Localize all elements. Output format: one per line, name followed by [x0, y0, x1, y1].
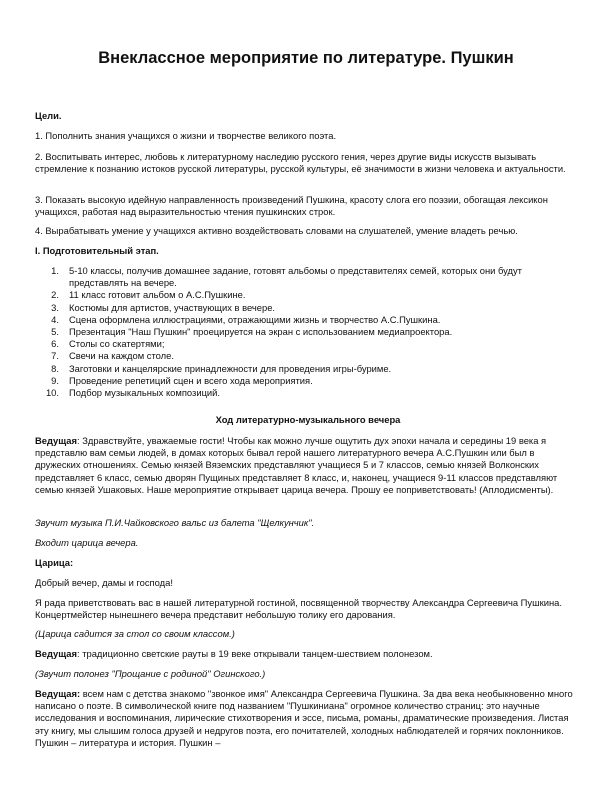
queen-speech: Я рада приветствовать вас в нашей литературной гостиной, посвященной творчеству Александра Сергеевича Пушкина. Концертмейстер нынешнего вечера представит небольшую толику его дарования. [35, 597, 562, 621]
list-item [35, 265, 581, 289]
goal-3: 3. Показать высокую идейную направленность произведений Пушкина, красоту слога его поэзии, обогащая лексикон учащихся, работая над выразительностью чтения пушкинских строк. [35, 194, 548, 218]
list-item [35, 326, 581, 338]
list-item [35, 314, 581, 326]
list-item [35, 375, 581, 387]
list-item-number: 7. [51, 350, 59, 362]
list-item-text: Презентация "Наш Пушкин" проецируется на экран с использованием медиапроектора. [69, 326, 453, 338]
goals-heading: Цели. [35, 110, 62, 121]
host-paragraph-3 [35, 688, 581, 749]
list-item-number: 8. [51, 362, 59, 374]
speaker-label: Ведущая [35, 435, 77, 446]
host-paragraph-2 [35, 648, 581, 660]
paragraph-text: : Здравствуйте, уважаемые гости! Чтобы как можно лучше ощутить дух эпохи начала и середины 19 века я представлю вам семьи людей, в домах которых бывал герой нашего литературного вечера А.С.Пушкин или был в дружеских отношениях. Семью князей Вяземских представляют учащиеся 5 и 7 классов, семью князей Волконских представляет 6 класс, семью дворян Пущиных представляет 8 класс, и, наконец, учащиеся 9-11 классов представляют семью князей Ушаковых. Наше мероприятие открывает царица вечера. Прошу ее поприветствовать! (Аплодисменты). [35, 435, 558, 495]
list-item-number: 5. [51, 326, 59, 338]
goal-1: 1. Пополнить знания учащихся о жизни и творчестве великого поэта. [35, 130, 337, 141]
stage-direction-sit: (Царица садится за стол со своим классом.) [35, 628, 235, 639]
list-item [35, 363, 581, 375]
speaker-label: Ведущая: [35, 688, 81, 699]
list-item [35, 350, 581, 362]
queen-greeting: Добрый вечер, дамы и господа! [35, 577, 173, 588]
host-paragraph-1 [35, 435, 581, 496]
document-title: Внеклассное мероприятие по литературе. Пушкин [98, 49, 514, 67]
stage-direction-enter: Входит царица вечера. [35, 537, 139, 548]
list-item [35, 338, 581, 350]
goal-2: 2. Воспитывать интерес, любовь к литературному наследию русского гения, через другие виды искусств вызывать стремление к познанию истоков русской литературы, русской культуры, её значимости в жизни человека и актуальности. [35, 151, 566, 175]
list-item-number: 9. [51, 374, 59, 386]
prep-list [35, 265, 581, 399]
list-item-text: Заготовки и канцелярские принадлежности для проведения игры-буриме. [69, 362, 392, 374]
speaker-label: Ведущая [35, 648, 77, 659]
list-item-text: 11 класс готовит альбом о А.С.Пушкине. [69, 289, 246, 301]
list-item [35, 302, 581, 314]
stage-direction-music: Звучит музыка П.И.Чайковского вальс из балета "Щелкунчик". [35, 517, 315, 528]
list-item-number: 10. [45, 387, 59, 399]
list-item-text: Сцена оформлена иллюстрациями, отражающими жизнь и творчество А.С.Пушкина. [69, 313, 441, 325]
queen-label: Царица: [35, 557, 74, 568]
list-item [35, 289, 581, 301]
list-item-number: 2. [51, 289, 59, 301]
list-item-text: 5-10 классы, получив домашнее задание, готовят альбомы о представителях семей, которых они будут представлять на вечере. [69, 265, 522, 289]
list-item-number: 3. [51, 301, 59, 313]
paragraph-text: всем нам с детства знакомо "звонкое имя" Александра Сергеевича Пушкина. За два века необыкновенно много написано о поэте. В символической книге под названием "Пушкиниана" огромное количество страниц: это научные исследования и воспоминания, лирические стихотворения и эссе, письма, романы, драматические произведения. Листая эту книгу, мы слышим голоса друзей и недругов поэта, его почитателей, холодных наблюдателей и горячих поклонников. Пушкин – литература и история. Пушкин – [35, 688, 573, 748]
goal-4: 4. Вырабатывать умение у учащихся активно воздействовать словами на слушателей, умение владеть речью. [35, 225, 518, 236]
list-item-number: 4. [51, 313, 59, 325]
list-item-text: Проведение репетиций сцен и всего хода мероприятия. [69, 374, 313, 386]
list-item-number: 6. [51, 338, 59, 350]
list-item-text: Костюмы для артистов, участвующих в вечере. [69, 301, 276, 313]
list-item-text: Подбор музыкальных композиций. [69, 387, 221, 399]
list-item-number: 1. [51, 265, 59, 276]
prep-heading: I. Подготовительный этап. [35, 245, 159, 256]
stage-direction-polonaise: (Звучит полонез "Прощание с родиной" Огинского.) [35, 668, 266, 679]
list-item-text: Столы со скатертями; [69, 338, 165, 350]
paragraph-text: : традиционно светские рауты в 19 веке открывали танцем-шествием полонезом. [76, 648, 433, 659]
course-heading: Ход литературно-музыкального вечера [215, 414, 401, 425]
list-item [35, 387, 581, 399]
list-item-text: Свечи на каждом столе. [69, 350, 174, 362]
